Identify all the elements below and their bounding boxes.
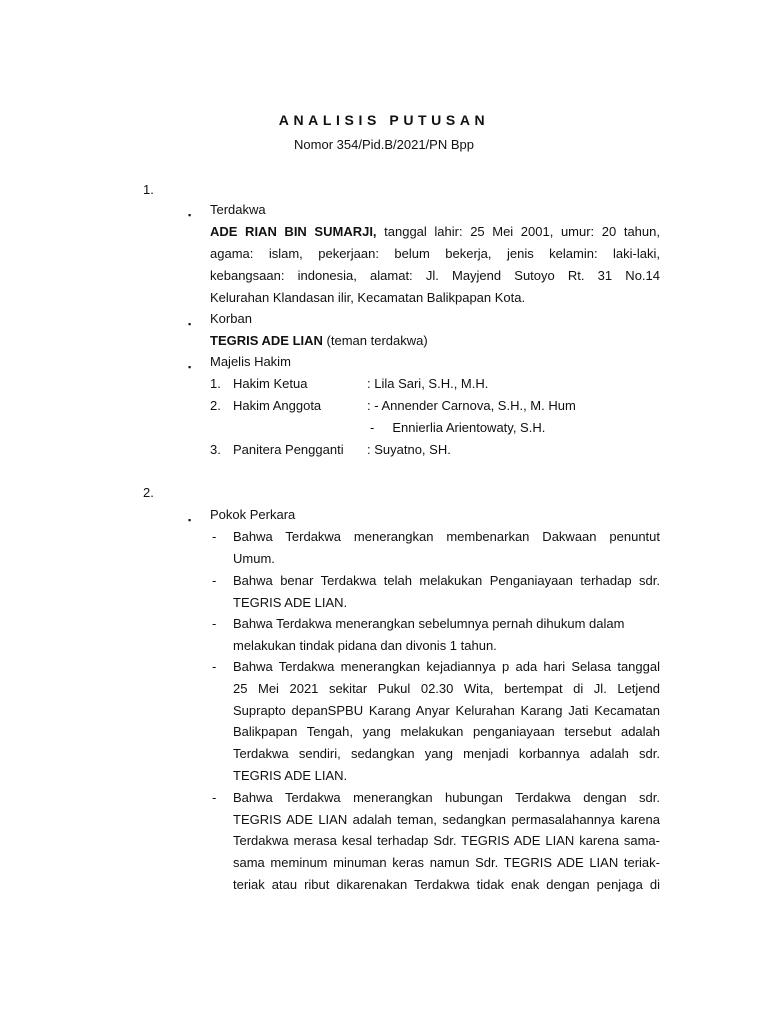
terdakwa-line: Kelurahan Klandasan ilir, Kecamatan Balikpapan Kota. (210, 290, 526, 305)
point-line: 25 Mei 2021 sekitar Pukul 02.30 Wita, bertempat di Jl. Letjend (233, 681, 660, 696)
majelis-value: : Suyatno, SH. (367, 442, 451, 457)
terdakwa-line: agama: islam, pekerjaan: belum bekerja, jenis kelamin: laki-laki, (210, 246, 660, 261)
dash-marker: - (212, 573, 217, 588)
dash-marker: - (212, 616, 217, 631)
korban-line (210, 333, 428, 348)
point-line: teriak atau ribut dikarenakan Terdakwa tidak enak dengan penjaga di (233, 877, 660, 892)
point-line: Umum. (233, 551, 275, 566)
point-line: sama meminum minuman keras namun Sdr. TEGRIS ADE LIAN teriak- (233, 855, 660, 870)
page-subtitle: Nomor 354/Pid.B/2021/PN Bpp (294, 137, 474, 152)
dash-marker: - (212, 659, 217, 674)
point-line: TEGRIS ADE LIAN. (233, 595, 348, 610)
majelis-role: Hakim Ketua (233, 376, 308, 391)
point-line: Suprapto depanSPBU Karang Anyar Kelurahan Karang Jati Kecamatan (233, 703, 660, 718)
point-line: Bahwa benar Terdakwa telah melakukan Penganiayaan terhadap sdr. (233, 573, 660, 588)
majelis-num: 2. (210, 398, 221, 413)
majelis-role: Hakim Anggota (233, 398, 322, 413)
section-number-2: 2. (143, 485, 154, 500)
point-line: TEGRIS ADE LIAN adalah teman, sedangkan permasalahannya karena (233, 812, 660, 827)
majelis-value: : Lila Sari, S.H., M.H. (367, 376, 489, 391)
point-line: Terdakwa merasa kesal terhadap Sdr. TEGRIS ADE LIAN karena sama- (233, 833, 660, 848)
majelis-num: 3. (210, 442, 221, 457)
point-line: Bahwa Terdakwa menerangkan sebelumnya pernah dihukum dalam (233, 616, 625, 631)
terdakwa-line: ADE RIAN BIN SUMARJI, tanggal lahir: 25 Mei 2001, umur: 20 tahun, (210, 224, 660, 239)
point-line: Bahwa Terdakwa menerangkan hubungan Terdakwa dengan sdr. (233, 790, 660, 805)
section-number-1: 1. (143, 182, 154, 197)
korban-note: (teman terdakwa) (322, 333, 428, 348)
point-line: TEGRIS ADE LIAN. (233, 768, 348, 783)
korban-heading: Korban (210, 311, 252, 326)
majelis-heading: Majelis Hakim (210, 354, 291, 369)
majelis-value: : - Annender Carnova, S.H., M. Hum (367, 398, 576, 413)
dash-marker: - (212, 790, 217, 805)
korban-name: TEGRIS ADE LIAN (210, 333, 323, 348)
point-line: Bahwa Terdakwa menerangkan membenarkan Dakwaan penuntut (233, 529, 660, 544)
point-line: Balikpapan Tengah, yang melakukan penganiayaan tersebut adalah (233, 724, 660, 739)
point-line: melakukan tindak pidana dan divonis 1 tahun. (233, 638, 497, 653)
point-line: Bahwa Terdakwa menerangkan kejadiannya p ada hari Selasa tanggal (233, 659, 660, 674)
terdakwa-name: ADE RIAN BIN SUMARJI, (210, 224, 377, 239)
bullet-square-icon: ▪ (188, 362, 192, 372)
majelis-value: - Ennierlia Arientowaty, S.H. (370, 420, 546, 435)
pokok-heading: Pokok Perkara (210, 507, 296, 522)
bullet-square-icon: ▪ (188, 515, 192, 525)
majelis-role: Panitera Pengganti (233, 442, 344, 457)
majelis-num: 1. (210, 376, 221, 391)
terdakwa-line: kebangsaan: indonesia, alamat: Jl. Mayjend Sutoyo Rt. 31 No.14 (210, 268, 660, 283)
bullet-square-icon: ▪ (188, 210, 192, 220)
bullet-square-icon: ▪ (188, 319, 192, 329)
terdakwa-heading: Terdakwa (210, 202, 266, 217)
point-line: Terdakwa sendiri, sedangkan yang menjadi korbannya adalah sdr. (233, 746, 660, 761)
dash-marker: - (212, 529, 217, 544)
page-title: ANALISIS PUTUSAN (278, 112, 490, 128)
